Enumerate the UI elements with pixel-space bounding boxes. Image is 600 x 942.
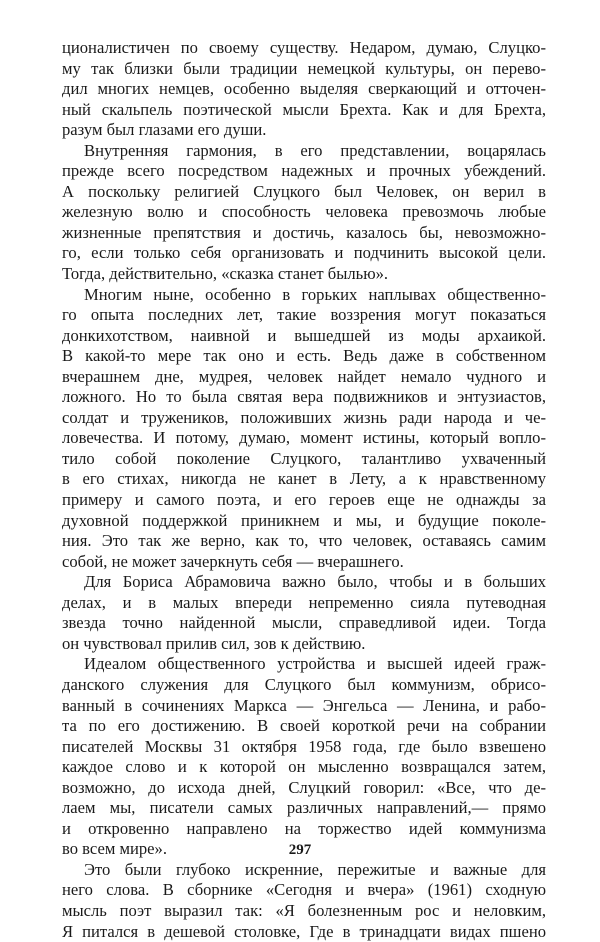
- text-line: него слова. В сборнике «Сегодня и вчера» (1961) сходную: [62, 880, 546, 900]
- text-line: собой, не может зачеркнуть себя — вчерашнего.: [62, 551, 404, 571]
- text-line: жизненные препятствия и достичь, казалось бы, невозможно-: [62, 222, 546, 242]
- text-line: солдат и тружеников, положивших жизнь ради народа и че-: [62, 407, 546, 427]
- text-line: Тогда, действительно, «сказка станет былью».: [62, 264, 389, 284]
- text-line: лаем мы, писатели самых различных направлений,— прямо: [62, 798, 546, 818]
- text-line: во всем мире».: [62, 839, 167, 859]
- text-line: духовной поддержкой приникнем и мы, и будущие поколе-: [62, 510, 546, 530]
- text-line: дил многих немцев, особенно выделяя сверкающий и отточен-: [62, 79, 546, 99]
- text-line: в его стихах, никогда не канет в Лету, а к нравственному: [62, 469, 546, 489]
- text-line: данского служения для Слуцкого был коммунизм, обрисо-: [62, 674, 546, 694]
- text-line: Это были глубоко искренние, пережитые и важные для: [84, 859, 546, 879]
- paragraph: [62, 38, 546, 141]
- text-line: разум был глазами его души.: [62, 120, 267, 140]
- body-text: [62, 38, 546, 942]
- text-line: Для Бориса Абрамовича важно было, чтобы и в больших: [84, 572, 546, 592]
- text-line: и откровенно направлено на торжество идей коммунизма: [62, 818, 546, 838]
- text-line: ловечества. И потому, думаю, момент истины, который вопло-: [62, 428, 546, 448]
- page-number: 297: [288, 842, 312, 858]
- text-line: В какой-то мере так оно и есть. Ведь даже в собственном: [62, 346, 546, 366]
- text-line: Идеалом общественного устройства и высшей идеей граж-: [84, 654, 546, 674]
- text-line: ложного. Но то была святая вера подвижников и энтузиастов,: [62, 387, 546, 407]
- text-line: та по его достижению. В своей короткой речи на собрании: [62, 716, 546, 736]
- text-line: примеру и самого поэта, и его героев еще не однажды за: [62, 490, 546, 510]
- text-line: го, если только себя организовать и подчинить высокой цели.: [62, 243, 546, 263]
- text-line: железную волю и способность человека превозмочь любые: [62, 202, 546, 222]
- text-line: вчерашнем дне, мудрея, человек найдет немало чудного и: [62, 366, 546, 386]
- text-line: тило собой поколение Слуцкого, талантливо ухваченный: [62, 448, 546, 468]
- text-line: писателей Москвы 31 октября 1958 года, где было взвешено: [62, 736, 546, 756]
- text-line: донкихотством, наивной и вышедшей из моды архаикой.: [62, 325, 546, 345]
- paragraph: [62, 860, 546, 942]
- paragraph: [62, 654, 546, 859]
- text-line: А поскольку религией Слуцкого был Человек, он верил в: [62, 181, 546, 201]
- text-line: прежде всего посредством надежных и прочных убеждений.: [62, 161, 546, 181]
- paragraph: [62, 572, 546, 654]
- text-line: делах, и в малых впереди непременно сияла путеводная: [62, 592, 546, 612]
- text-line: ный скальпель поэтической мысли Брехта. Как и для Брехта,: [62, 99, 546, 119]
- paragraph: [62, 141, 546, 285]
- text-line: му так близки были традиции немецкой культуры, он перево-: [62, 58, 546, 78]
- text-line: звезда точно найденной мысли, справедливой идеи. Тогда: [62, 613, 546, 633]
- text-line: возможно, до исхода дней, Слуцкий говорил: «Все, что де-: [62, 777, 546, 797]
- text-line: го опыта последних лет, такие воззрения могут показаться: [62, 305, 546, 325]
- text-line: Многим ныне, особенно в горьких наплывах общественно-: [84, 284, 546, 304]
- text-line: он чувствовал прилив сил, зов к действию.: [62, 633, 366, 653]
- paragraph: [62, 285, 546, 573]
- text-line: мысль поэт выразил так: «Я болезненным рос и неловким,: [62, 900, 546, 920]
- text-line: Я питался в дешевой столовке, Где в тринадцати видах пшено: [62, 921, 546, 941]
- text-line: Внутренняя гармония, в его представлении, воцарялась: [84, 140, 546, 160]
- text-line: каждое слово и к которой он мысленно возвращался затем,: [62, 757, 546, 777]
- text-line: ционалистичен по своему существу. Недаром, думаю, Слуцко-: [62, 38, 546, 57]
- text-line: ванный в сочинениях Маркса — Энгельса — Ленина, и рабо-: [62, 695, 546, 715]
- text-line: ния. Это так же верно, как то, что человек, оставаясь самим: [62, 531, 546, 551]
